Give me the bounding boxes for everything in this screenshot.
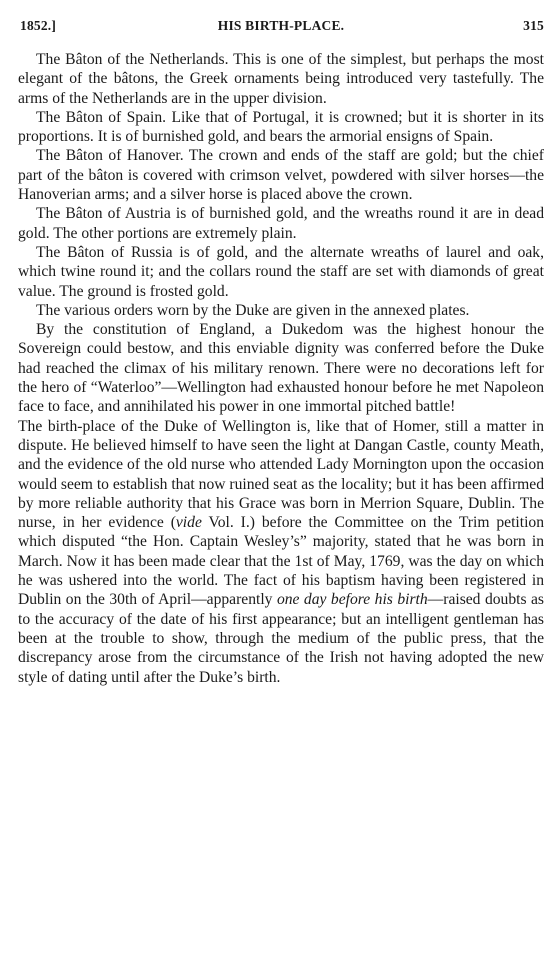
running-head [18,14,544,36]
paragraph-orders: The various orders worn by the Duke are given in the annexed plates. [36,301,470,319]
paragraph-baton-spain: The Bâton of Spain. Like that of Portugal, it is crowned; but it is shorter in its proportions. It is of burnished gold, and bears the armorial ensigns of Spain. [18,108,544,146]
page-number: 315 [523,18,544,33]
header-title: HIS BIRTH-PLACE. [217,18,345,33]
paragraph-baton-austria: The Bâton of Austria is of burnished gold, and the wreaths round it are in dead gold. The other portions are extremely plain. [18,205,544,242]
paragraph-baton-hanover: The Bâton of Hanover. The crown and ends of the staff are gold; but the chief part of the bâton is covered with crimson velvet, powdered with silver horses—the Hanoverian arms; and a silver horse is placed above the crown. [18,147,544,204]
paragraph-baton-russia: The Bâton of Russia is of gold, and the alternate wreaths of laurel and oak, which twine round it; and the collars round the staff are set with diamonds of great value. The ground is frosted gold. [18,243,544,300]
paragraph-dukedom: By the constitution of England, a Dukedom was the highest honour the Sovereign could bestow, and this enviable dignity was conferred before the Duke had reached the climax of his military renown. There were no decorations left for the hero of “Waterloo”—Wellington had exhausted honour before he met Napoleon face to face, and annihilated his power in one immortal pitched battle! [18,321,544,416]
header-date: 1852.] [20,18,57,33]
birth-place-text-2: Vol. I.) before the Committee on the Trim petition which disputed “the Hon. Captain Wesley’s” majority, stated that he was born in March. Now it has been made clear that the 1st of May, 1769, was the day on which he was ushered into the world. The fact of his baptism having been registered in Dublin on the 30th of April—apparently [18,514,544,609]
vide-emphasis: vide [175,514,202,532]
paragraph-baton-netherlands: The Bâton of the Netherlands. This is one of the simplest, but perhaps the most elegant of the bâtons, the Greek ornaments being introduced very tastefully. The arms of the Netherlands are in the upper division. [18,51,544,107]
body-text [18,50,544,687]
book-page [18,14,544,944]
paragraph-birth-place [18,417,544,687]
birth-place-text-3: —raised doubts as to the accuracy of the date of his first appearance; but an intelligent gentleman has been at the trouble to show, through the medium of the public press, that the discrepancy arose from the circumstance of the Irish not having adopted the new style of dating until after the Duke’s birth. [18,591,544,686]
birth-emphasis: one day before his birth [276,591,428,609]
birth-place-text-1: The birth-place of the Duke of Wellington is, like that of Homer, still a matter in dispute. He believed himself to have seen the light at Dangan Castle, county Meath, and the evidence of the old nurse who attended Lady Mornington upon the occasion would seem to establish that now ruined seat as the locality; but it has been affirmed by more reliable authority that his Grace was born in Merrion Square, Dublin. The nurse, in her evidence ( [18,417,544,532]
